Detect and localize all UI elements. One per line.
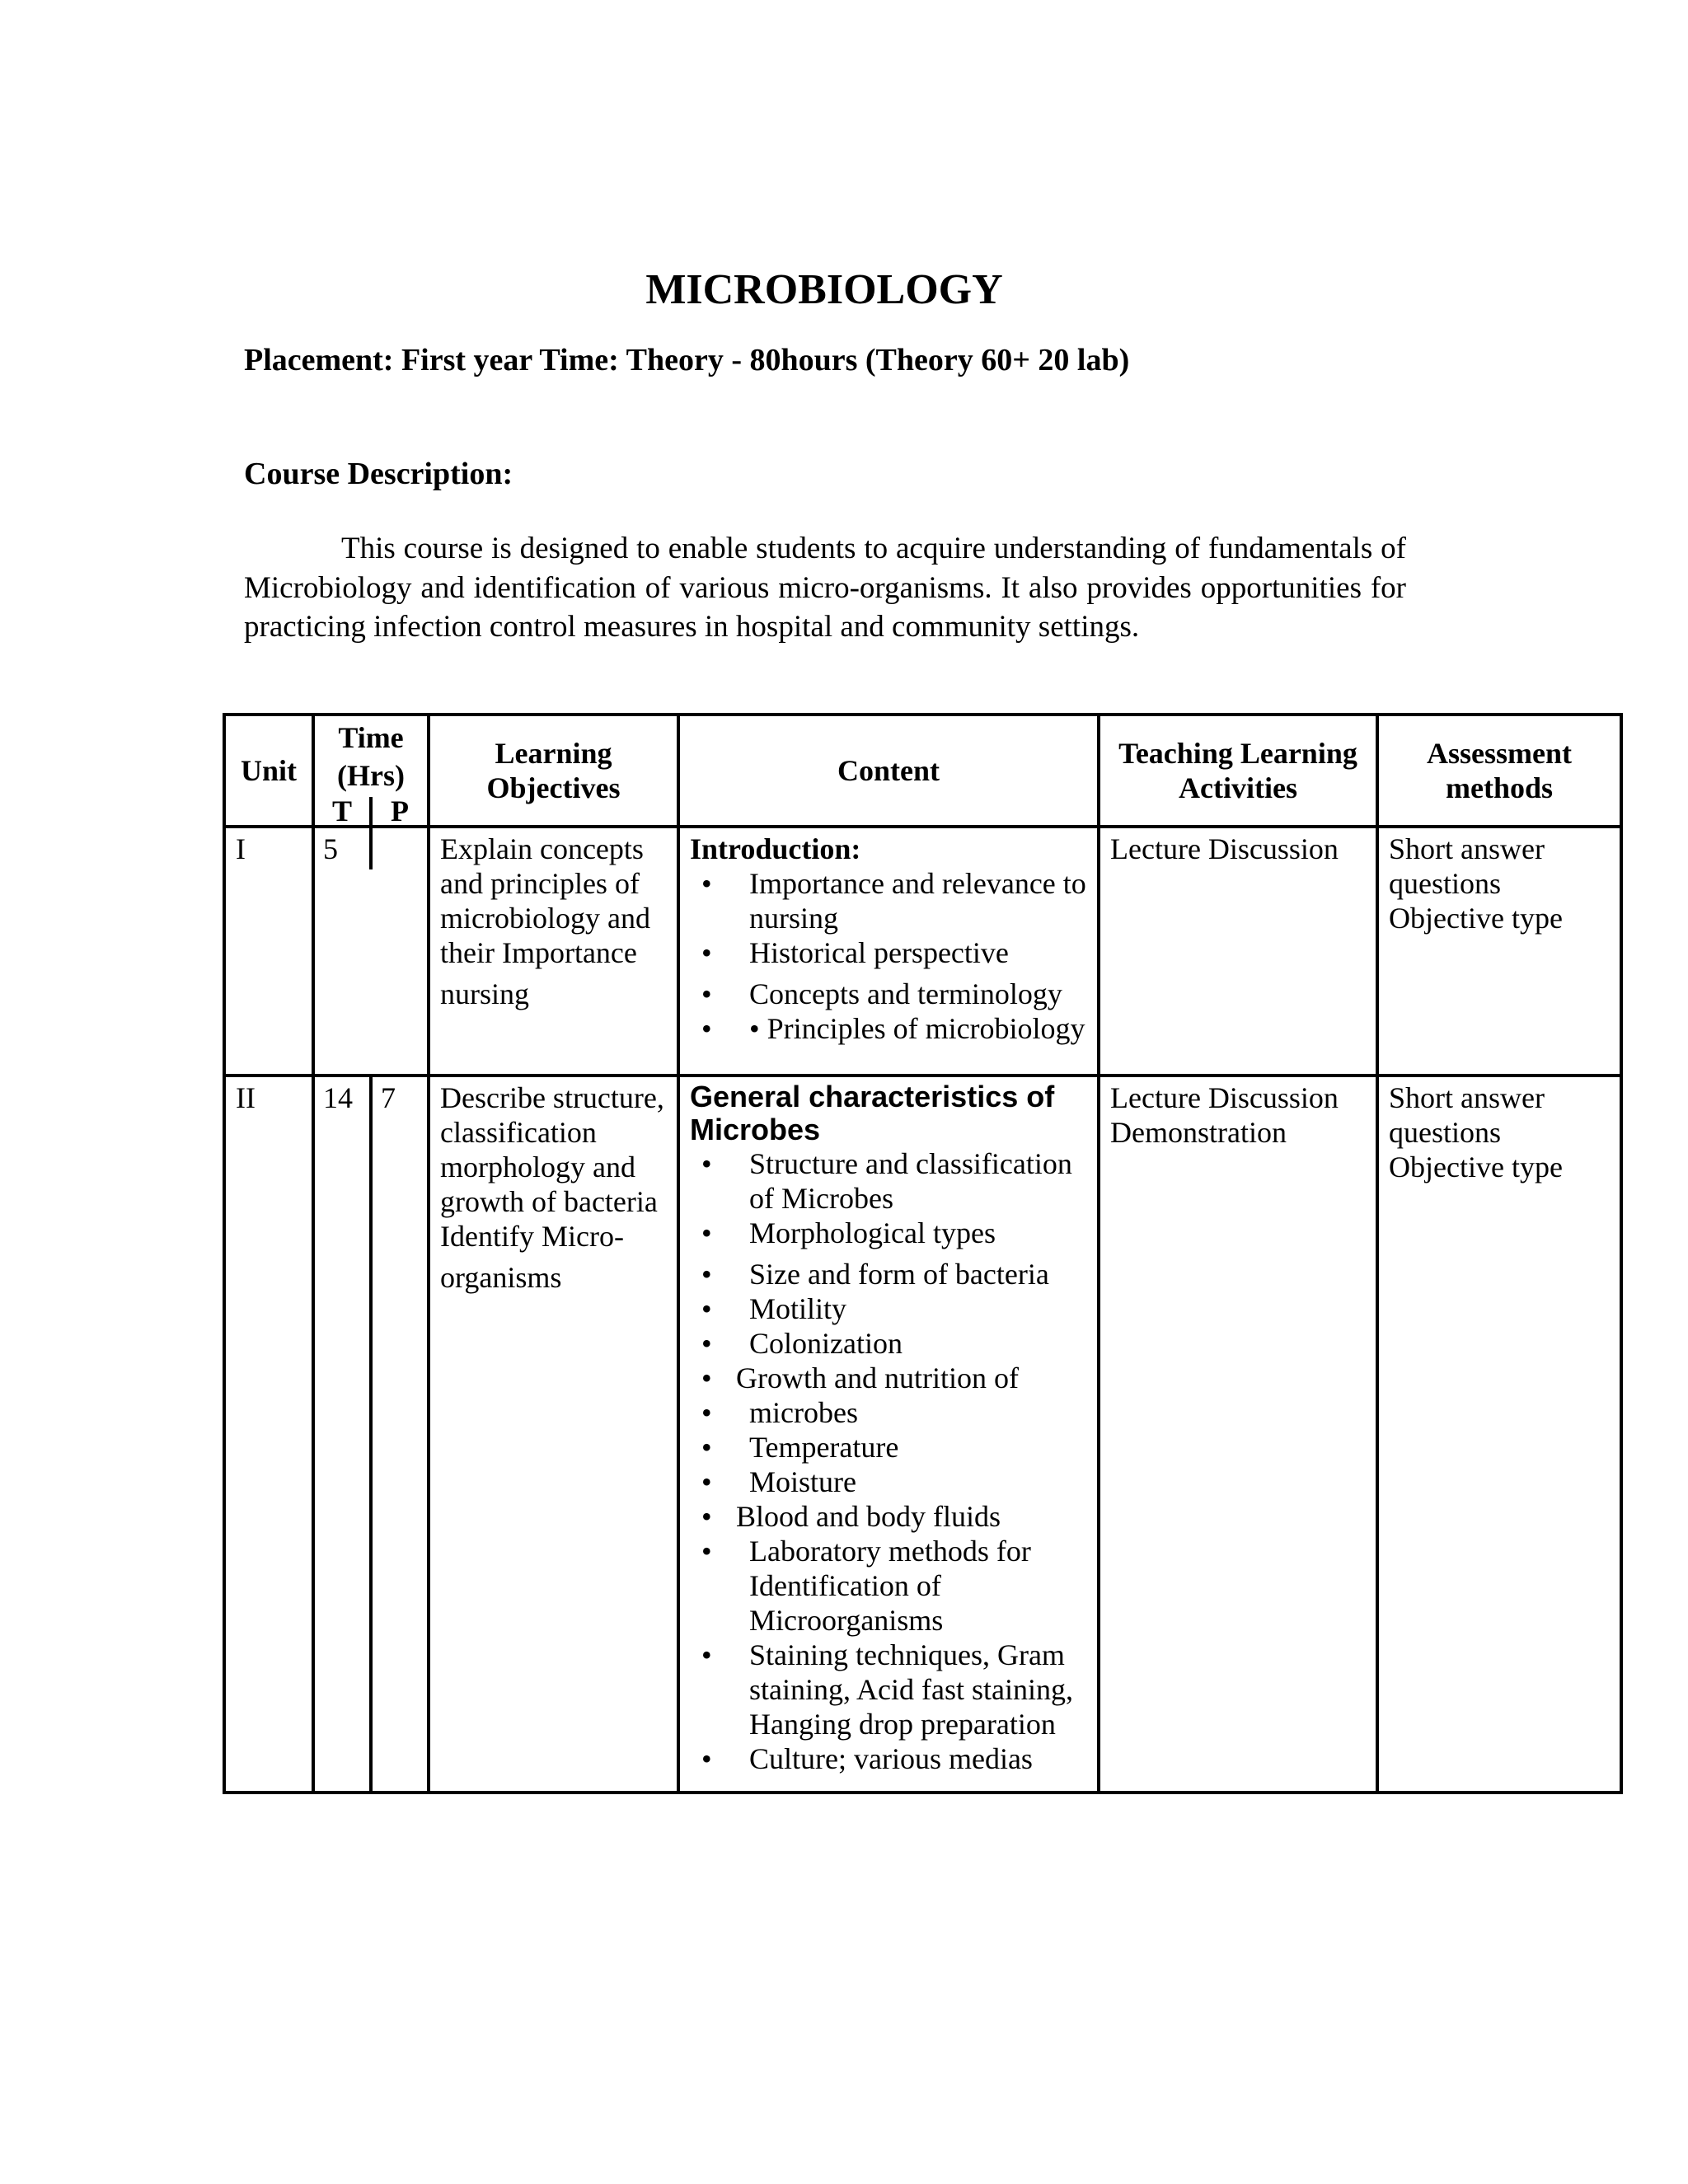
time-p: 7 [369,1077,427,1791]
objective-line: and principles of [440,867,640,900]
activity-line: Demonstration [1110,1116,1287,1149]
content-cell [678,827,1099,1076]
header-time-p: P [391,794,409,827]
unit-cell: II [224,1076,313,1793]
activities-cell [1099,1076,1377,1793]
objective-line: classification [440,1116,597,1149]
list-item: • Blood and body fluids [690,1499,1087,1534]
objectives-cell [429,827,678,1076]
list-item: • microbes [690,1395,1087,1430]
objective-line: Identify Micro- [440,1220,624,1253]
page-title: MICROBIOLOGY [645,266,1003,313]
time-t: 14 [323,1081,353,1114]
placement-line: Placement: First year Time: Theory - 80hours (Theory 60+ 20 lab) [244,343,1130,377]
list-item: • Moisture [690,1465,1087,1499]
unit-cell: I [224,827,313,1076]
list-item: • • Principles of microbiology [690,1011,1087,1046]
list-item: • Structure and classification of Microbes [690,1146,1087,1216]
list-item: • Concepts and terminology [690,977,1087,1011]
time-cell [313,827,429,1076]
content-cell [678,1076,1099,1793]
objective-line: growth of bacteria [440,1185,658,1218]
course-description-body: This course is designed to enable students to acquire understanding of fundamentals of Microbiology and identification of various micro-organisms. It also provides opportunities for practicing infection control measures in hospital and community settings. [244,532,1406,644]
assessment-line: questions [1389,867,1502,900]
table-header-row [224,715,1621,827]
list-item: • Culture; various medias [690,1741,1087,1776]
header-assessment: Assessment methods [1377,715,1621,827]
objective-line: Describe structure, [440,1081,664,1114]
objective-line: microbiology and [440,902,650,935]
course-description-heading: Course Description: [244,457,513,491]
list-item: • Temperature [690,1430,1087,1465]
header-content: Content [678,715,1099,827]
list-item: • Staining techniques, Gram staining, Acid fast staining, Hanging drop preparation [690,1638,1087,1741]
assessment-line: questions [1389,1116,1502,1149]
list-item: • Importance and relevance to nursing [690,866,1087,935]
header-activities: Teaching Learning Activities [1099,715,1377,827]
content-heading: Introduction: [690,832,861,865]
activity-line: Lecture Discussion [1110,832,1339,865]
list-item: • Motility [690,1291,1087,1326]
assessment-cell [1377,827,1621,1076]
objective-line: Explain concepts [440,832,644,865]
objective-line: organisms [440,1261,562,1294]
objectives-cell [429,1076,678,1793]
objective-line: morphology and [440,1151,635,1183]
activity-line: Lecture Discussion [1110,1081,1339,1114]
assessment-line: Short answer [1389,832,1545,865]
objective-line: their Importance [440,936,637,969]
header-time [313,715,429,827]
assessment-line: Objective type [1389,902,1563,935]
list-item: • Growth and nutrition of [690,1361,1087,1395]
table-row [224,827,1621,1076]
assessment-line: Short answer [1389,1081,1545,1114]
list-item: • Historical perspective [690,935,1087,970]
header-time-t: T [315,797,373,825]
content-heading: General characteristics of Microbes [690,1080,1055,1146]
objective-line: nursing [440,977,529,1010]
assessment-cell [1377,1076,1621,1793]
header-time-label: Time (Hrs) [337,721,405,792]
time-p [369,828,427,869]
list-item: • Morphological types [690,1216,1087,1250]
activities-cell [1099,827,1377,1076]
list-item: • Colonization [690,1326,1087,1361]
time-t: 5 [323,832,338,865]
table-row [224,1076,1621,1793]
assessment-line: Objective type [1389,1151,1563,1183]
header-objectives: Learning Objectives [429,715,678,827]
time-cell [313,1076,429,1793]
header-unit: Unit [224,715,313,827]
list-item: • Laboratory methods for Identification of Microorganisms [690,1534,1087,1638]
syllabus-table [223,713,1623,1794]
list-item: • Size and form of bacteria [690,1257,1087,1291]
